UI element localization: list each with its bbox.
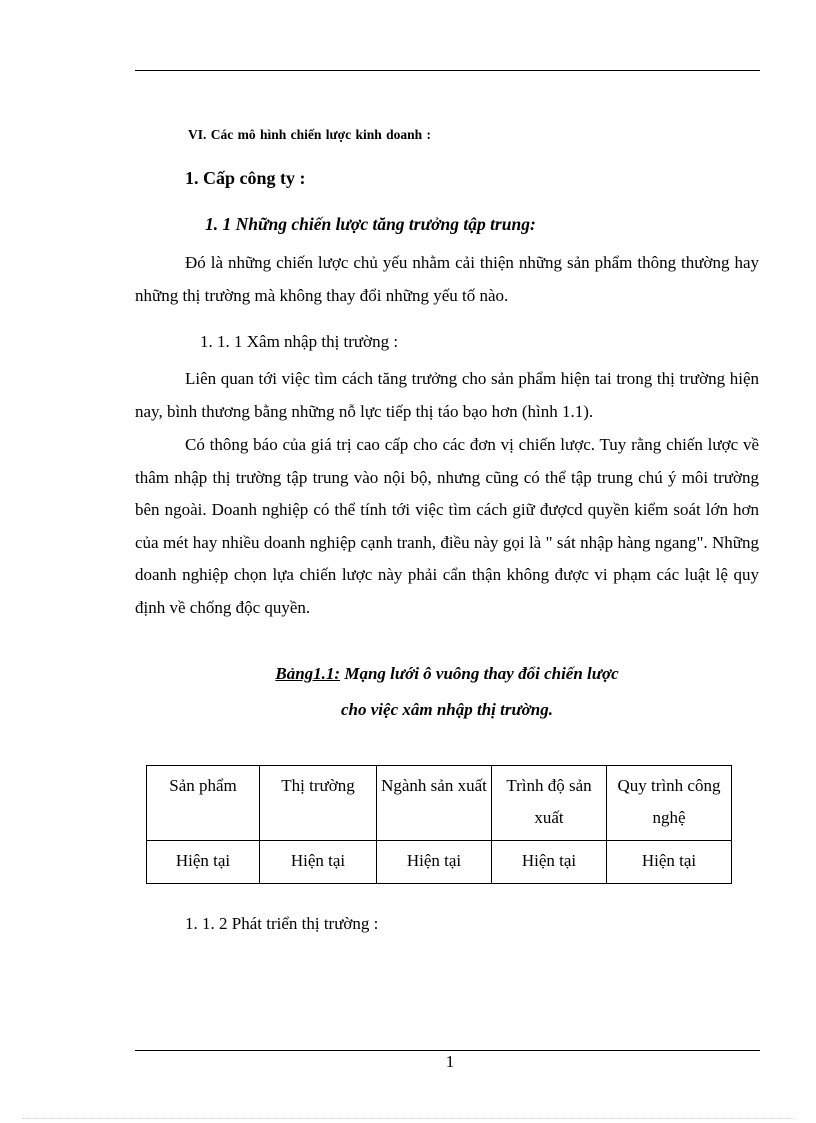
heading-1-1-1: 1. 1. 1 Xâm nhập thị trường : [200,332,399,351]
table-caption-line2: cho việc xâm nhập thị trường. [341,700,553,719]
table-row [147,841,732,884]
page-number: 1 [445,1052,455,1071]
table-cell: Hiện tại [147,841,260,884]
page-bottom-border [22,1118,794,1119]
table-caption-label: Bảng1.1: [275,664,341,683]
footer-rule [135,1050,760,1051]
strategy-grid-table [146,765,732,884]
header-rule [135,70,760,71]
paragraph-2: Có thông báo của giá trị cao cấp cho các đơn vị chiến lược. Tuy rằng chiến lược về thâm nhập thị trường tập trung vào nội bộ, nhưng cũng có thể tập trung chú ý môi trường bên ngoài. Doanh nghiệp có thể tính tới việc tìm cách giữ đượcd quyền kiểm soát lớn hơn của mét hay nhiều doanh nghiệp cạnh tranh, điều này gọi là " sát nhập hàng ngang". Những doanh nghiệp chọn lựa chiến lược này phải cẩn thận không được vi phạm các luật lệ quy định về chống độc quyền. [135,435,759,617]
table-cell: Hiện tại [607,841,732,884]
table-header-cell: Trình độ sản xuất [492,766,607,841]
paragraph-1: Liên quan tới việc tìm cách tăng trưởng cho sản phẩm hiện tai trong thị trường hiện nay, bình thương bằng những nỗ lực tiếp thị táo bạo hơn (hình 1.1). [135,369,759,421]
heading-1-1-2: 1. 1. 2 Phát triển thị trường : [185,914,379,933]
table-header-cell: Quy trình công nghệ [607,766,732,841]
table-caption-line1 [135,664,759,684]
table-header-row [147,766,732,841]
table-header-cell: Thị trường [260,766,377,841]
table-cell: Hiện tại [260,841,377,884]
paragraph-intro: Đó là những chiến lược chủ yếu nhằm cải thiện những sản phẩm thông thường hay những thị trường mà không thay đổi những yếu tố nào. [135,253,759,305]
table-header-cell: Sản phẩm [147,766,260,841]
table-cell: Hiện tại [492,841,607,884]
table-caption-title: Mạng lưới ô vuông thay đổi chiến lược [344,664,619,683]
heading-1: 1. Cấp công ty : [185,168,306,188]
table-cell: Hiện tại [377,841,492,884]
table-header-cell: Ngành sản xuất [377,766,492,841]
heading-1-1: 1. 1 Những chiến lược tăng trưởng tập trung: [205,214,536,234]
section-heading: VI. Các mô hình chiến lược kinh doanh : [188,127,432,142]
